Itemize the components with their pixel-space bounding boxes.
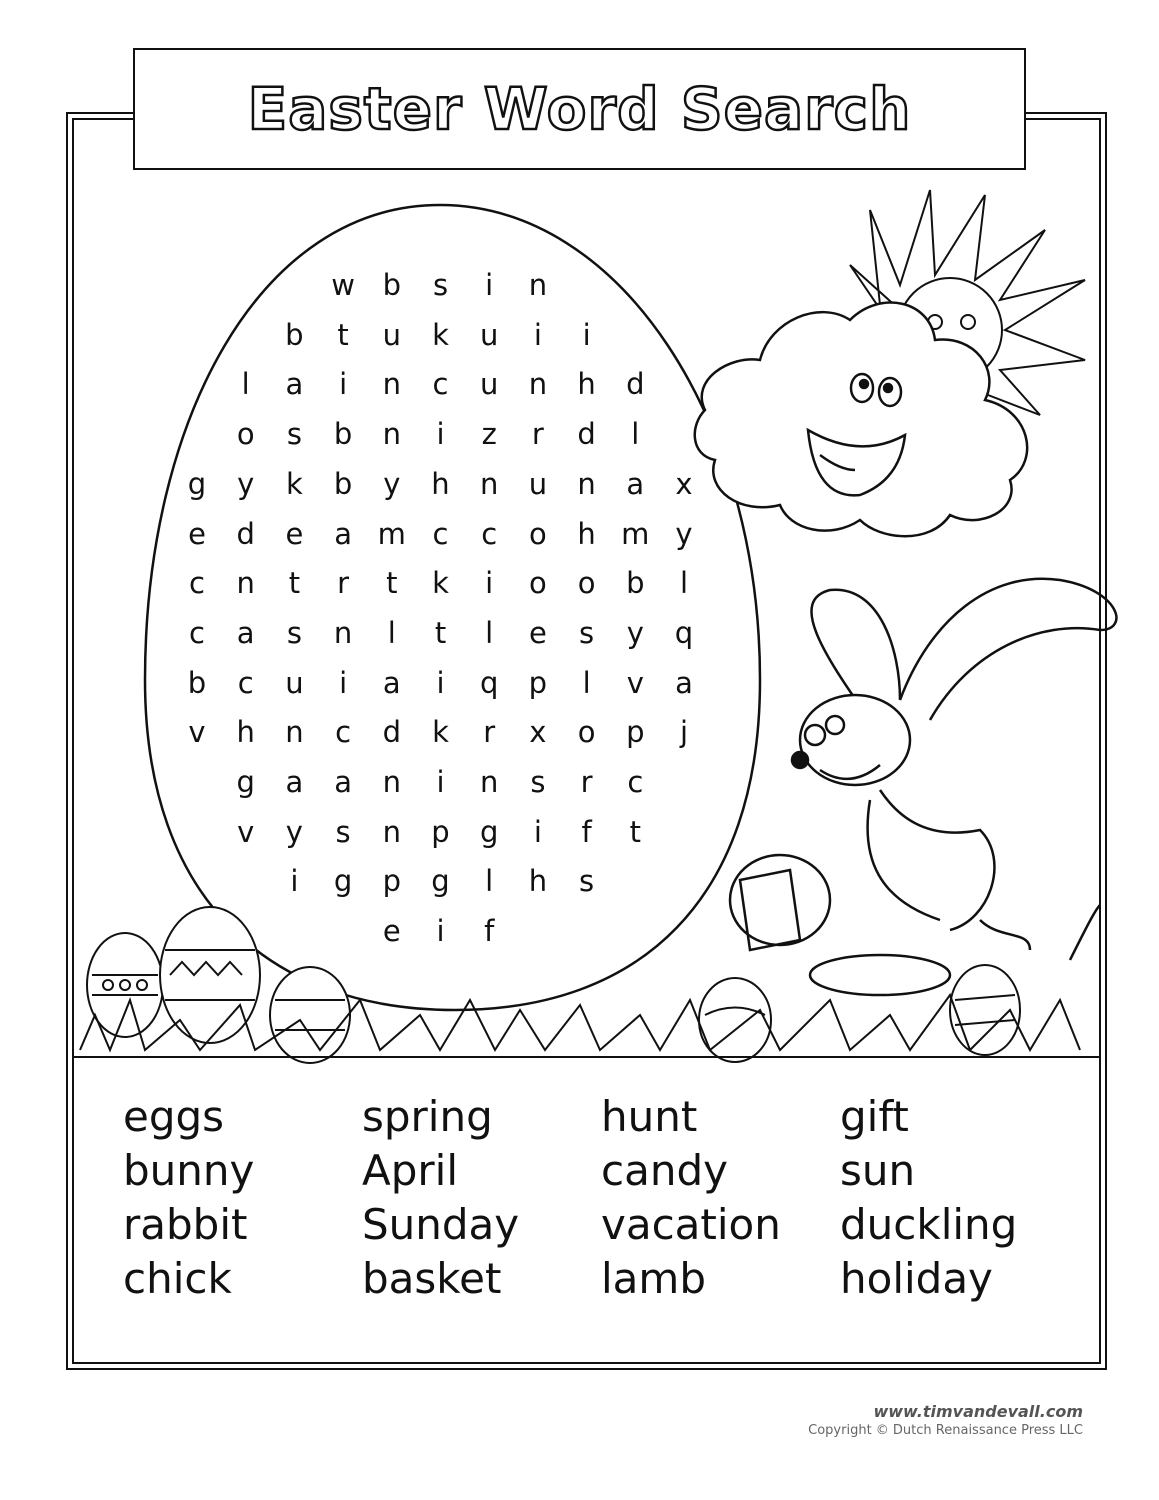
grid-letter[interactable]: n [577, 466, 596, 501]
grid-letter[interactable]: d [382, 715, 401, 750]
grid-letter[interactable]: s [530, 765, 546, 799]
grid-row [0, 315, 1159, 355]
grid-row [0, 265, 1159, 305]
grid-letter[interactable]: n [236, 566, 255, 601]
grid-letter[interactable]: k [432, 715, 449, 750]
grid-letter[interactable]: t [288, 566, 301, 601]
grid-letter[interactable]: d [236, 516, 255, 551]
grid-letter[interactable]: s [432, 268, 449, 302]
grid-letter[interactable]: a [285, 765, 304, 799]
grid-letter[interactable]: c [627, 765, 644, 799]
grid-letter[interactable]: z [481, 417, 497, 452]
word-column [362, 1090, 519, 1306]
grid-letter[interactable]: n [333, 615, 353, 650]
grid-letter[interactable]: w [331, 268, 355, 302]
grid-letter[interactable]: j [679, 715, 689, 750]
grid-letter[interactable]: i [290, 864, 299, 899]
grid-letter[interactable]: e [285, 516, 304, 551]
grid-letter[interactable]: d [577, 417, 596, 452]
grid-letter[interactable]: l [241, 367, 250, 402]
grid-letter[interactable]: x [529, 715, 547, 750]
word-list-divider [74, 1056, 1099, 1058]
grid-letter[interactable]: u [479, 367, 499, 402]
grid-letter[interactable]: g [479, 814, 499, 849]
grid-letter[interactable]: p [528, 665, 548, 700]
grid-letter[interactable]: n [479, 466, 499, 501]
word-item: Sunday [362, 1200, 520, 1249]
grid-row [0, 414, 1159, 454]
grid-letter[interactable]: h [577, 516, 596, 551]
grid-row [0, 861, 1159, 901]
grid-letter[interactable]: h [528, 864, 548, 899]
word-item: April [362, 1146, 458, 1195]
grid-letter[interactable]: n [479, 765, 499, 799]
grid-letter[interactable]: b [333, 466, 353, 501]
grid-letter[interactable]: q [479, 665, 499, 700]
grid-letter[interactable]: b [187, 665, 207, 700]
grid-letter[interactable]: a [626, 466, 645, 501]
grid-letter[interactable]: r [483, 715, 496, 750]
word-item: sun [840, 1146, 916, 1195]
grid-letter[interactable]: g [333, 864, 353, 899]
grid-letter[interactable]: y [383, 466, 401, 501]
word-item: spring [362, 1092, 493, 1141]
grid-letter[interactable]: h [431, 466, 450, 501]
grid-letter[interactable]: s [286, 615, 302, 650]
grid-letter[interactable]: s [335, 814, 351, 849]
word-item: eggs [123, 1092, 225, 1141]
word-item: bunny [123, 1146, 255, 1195]
grid-letter[interactable]: a [285, 367, 304, 402]
grid-letter[interactable]: c [237, 665, 254, 700]
word-column [601, 1090, 781, 1306]
grid-letter[interactable]: l [387, 615, 396, 650]
grid-letter[interactable]: h [236, 715, 255, 750]
grid-letter[interactable]: l [485, 615, 494, 650]
grid-letter[interactable]: n [528, 268, 548, 302]
word-column [123, 1090, 254, 1306]
grid-letter[interactable]: b [333, 417, 353, 452]
word-item: candy [601, 1146, 728, 1195]
grid-letter[interactable]: k [432, 317, 449, 352]
grid-letter[interactable]: i [339, 367, 348, 402]
grid-letter[interactable]: t [386, 566, 398, 601]
grid-letter[interactable]: u [528, 466, 548, 501]
grid-letter[interactable]: o [529, 516, 547, 551]
grid-row [0, 563, 1159, 603]
grid-letter[interactable]: n [382, 814, 401, 849]
grid-row [0, 762, 1159, 802]
grid-letter[interactable]: y [285, 814, 303, 849]
grid-letter[interactable]: g [187, 466, 207, 501]
grid-letter[interactable]: i [485, 268, 494, 302]
grid-row [0, 911, 1159, 951]
word-column [840, 1090, 1017, 1306]
grid-letter[interactable]: t [434, 615, 447, 650]
grid-letter[interactable]: d [626, 367, 645, 402]
grid-letter[interactable]: h [577, 367, 596, 402]
grid-row [0, 663, 1159, 703]
grid-letter[interactable]: p [382, 864, 401, 899]
grid-letter[interactable]: k [432, 566, 449, 601]
word-item: hunt [601, 1092, 698, 1141]
grid-letter[interactable]: n [285, 715, 304, 750]
grid-letter[interactable]: i [436, 665, 445, 700]
grid-letter[interactable]: a [675, 665, 693, 700]
grid-letter[interactable]: g [236, 765, 255, 799]
grid-letter[interactable]: x [675, 466, 693, 501]
word-item: holiday [840, 1254, 993, 1303]
grid-letter[interactable]: a [334, 765, 352, 799]
grid-row [0, 712, 1159, 752]
grid-letter[interactable]: l [679, 566, 689, 601]
grid-letter[interactable]: e [188, 516, 206, 551]
grid-letter[interactable]: s [579, 864, 595, 899]
grid-letter[interactable]: u [382, 317, 401, 352]
grid-letter[interactable]: p [431, 814, 450, 849]
footer [808, 1402, 1083, 1438]
grid-letter[interactable]: i [533, 317, 542, 352]
grid-letter[interactable]: e [528, 615, 547, 650]
grid-letter[interactable]: c [481, 516, 498, 551]
grid-letter[interactable]: b [626, 566, 645, 601]
grid-letter[interactable]: i [436, 417, 445, 452]
grid-letter[interactable]: f [581, 814, 592, 849]
word-item: chick [123, 1254, 232, 1303]
grid-letter[interactable]: u [285, 665, 304, 700]
grid-letter[interactable]: s [286, 417, 302, 452]
word-item: basket [362, 1254, 502, 1303]
grid-letter[interactable]: v [237, 814, 255, 849]
grid-letter[interactable]: c [335, 715, 352, 750]
grid-letter[interactable]: u [479, 317, 499, 352]
grid-letter[interactable]: n [382, 765, 401, 799]
grid-letter[interactable]: m [377, 516, 406, 551]
grid-letter[interactable]: a [382, 665, 401, 700]
grid-letter[interactable]: q [674, 615, 694, 650]
grid-letter[interactable]: r [337, 566, 350, 601]
grid-letter[interactable]: o [577, 715, 596, 750]
grid-letter[interactable]: i [436, 914, 445, 949]
grid-letter[interactable]: i [582, 317, 591, 352]
word-item: duckling [840, 1200, 1018, 1249]
page-title: Easter Word Search [247, 75, 912, 143]
grid-letter[interactable]: c [432, 367, 449, 402]
grid-letter[interactable]: i [436, 765, 445, 799]
word-item: lamb [601, 1254, 706, 1303]
grid-letter[interactable]: i [485, 566, 494, 601]
grid-letter[interactable]: g [431, 864, 450, 899]
grid-letter[interactable]: r [531, 417, 544, 452]
footer-copyright: Copyright © Dutch Renaissance Press LLC [808, 1423, 1083, 1438]
grid-letter[interactable]: y [237, 466, 255, 501]
footer-url[interactable]: www.timvandevall.com [873, 1402, 1083, 1421]
grid-letter[interactable]: c [189, 566, 205, 601]
word-item: gift [840, 1092, 909, 1141]
grid-letter[interactable]: l [485, 864, 494, 899]
grid-letter[interactable]: i [339, 665, 348, 700]
grid-letter[interactable]: b [382, 268, 401, 302]
grid-letter[interactable]: o [236, 417, 255, 452]
grid-letter[interactable]: m [621, 516, 650, 551]
grid-row [0, 514, 1159, 554]
grid-letter[interactable]: y [626, 615, 644, 650]
grid-letter[interactable]: c [432, 516, 449, 551]
grid-row [0, 464, 1159, 504]
grid-letter[interactable]: y [675, 516, 693, 551]
grid-row [0, 613, 1159, 653]
word-item: rabbit [123, 1200, 248, 1249]
grid-letter[interactable]: t [629, 814, 641, 849]
title-box [133, 48, 1026, 170]
grid-letter[interactable]: o [529, 566, 547, 601]
grid-letter[interactable]: n [528, 367, 548, 402]
grid-letter[interactable]: l [631, 417, 640, 452]
grid-letter[interactable]: a [334, 516, 352, 551]
grid-letter[interactable]: t [337, 317, 349, 352]
grid-letter[interactable]: v [626, 665, 644, 700]
grid-letter[interactable]: l [582, 665, 591, 700]
grid-letter[interactable]: c [189, 615, 205, 650]
grid-letter[interactable]: r [580, 765, 593, 799]
grid-letter[interactable]: k [285, 466, 303, 501]
grid-letter[interactable]: n [382, 417, 401, 452]
grid-letter[interactable]: p [626, 715, 645, 750]
grid-letter[interactable]: v [188, 715, 206, 750]
grid-letter[interactable]: f [484, 914, 495, 949]
grid-letter[interactable]: n [382, 367, 401, 402]
grid-row [0, 812, 1159, 852]
grid-row [0, 364, 1159, 404]
word-item: vacation [601, 1200, 781, 1249]
grid-letter[interactable]: e [382, 914, 401, 949]
grid-letter[interactable]: s [579, 615, 595, 650]
grid-letter[interactable]: i [533, 814, 542, 849]
grid-letter[interactable]: a [236, 615, 255, 650]
grid-letter[interactable]: o [577, 566, 596, 601]
grid-letter[interactable]: b [285, 317, 304, 352]
